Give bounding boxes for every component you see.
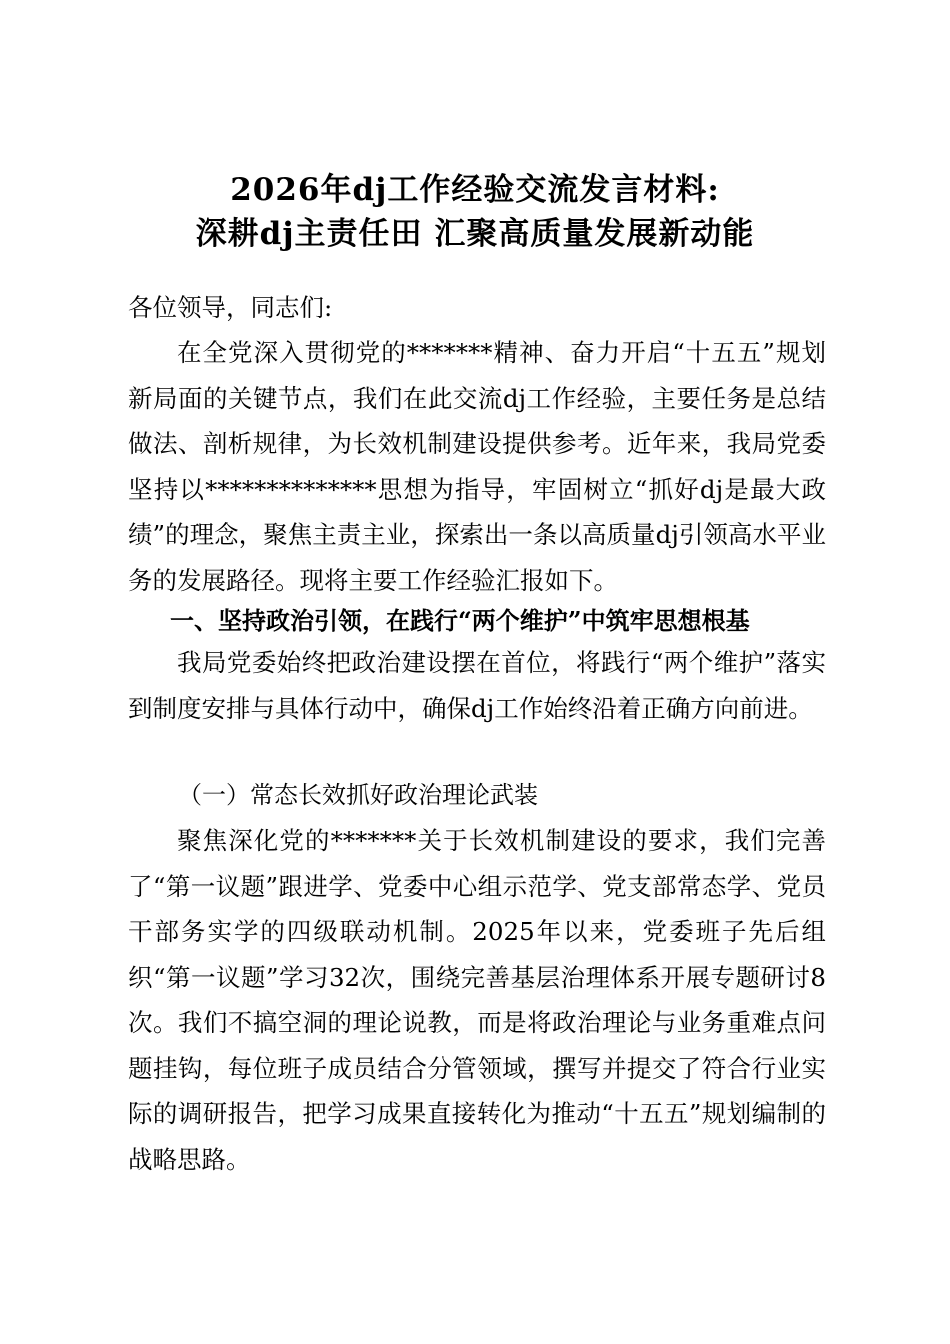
paragraph-section1: 我局党委始终把政治建设摆在首位，将践行“两个维护”落实到制度安排与具体行动中，确保dj工作始终沿着正确方向前进。	[128, 648, 826, 723]
salutation: 各位领导，同志们:	[128, 293, 333, 322]
paragraph-subsection1: 聚焦深化党的*******关于长效机制建设的要求，我们完善了“第一议题”跟进学、党委中心组示范学、党支部常态学、党员干部务实学的四级联动机制。2025年以来，党委班子先后组织“第一议题”学习32次，围绕完善基层治理体系开展专题研讨8次。我们不搞空洞的理论说教，而是将政治理论与业务重难点问题挂钩，每位班子成员结合分管领域，撰写并提交了符合行业实际的调研报告，把学习成果直接转化为推动“十五五”规划编制的战略思路。	[128, 826, 826, 1174]
paragraph-intro: 在全党深入贯彻党的*******精神、奋力开启“十五五”规划新局面的关键节点，我们在此交流dj工作经验，主要任务是总结做法、剖析规律，为长效机制建设提供参考。近年来，我局党委坚持以**************思想为指导，牢固树立“抓好dj是最大政绩”的理念，聚焦主责主业，探索出一条以高质量dj引领高水平业务的发展路径。现将主要工作经验汇报如下。	[128, 338, 826, 595]
document-title-line1: 2026年dj工作经验交流发言材料:	[230, 172, 720, 208]
section-heading-1: 一、坚持政治引领，在践行“两个维护”中筑牢思想根基	[170, 606, 750, 635]
subsection-heading-1: （一）常态长效抓好政治理论武装	[178, 781, 538, 809]
document-title-line2: 深耕dj主责任田 汇聚高质量发展新动能	[195, 216, 755, 252]
